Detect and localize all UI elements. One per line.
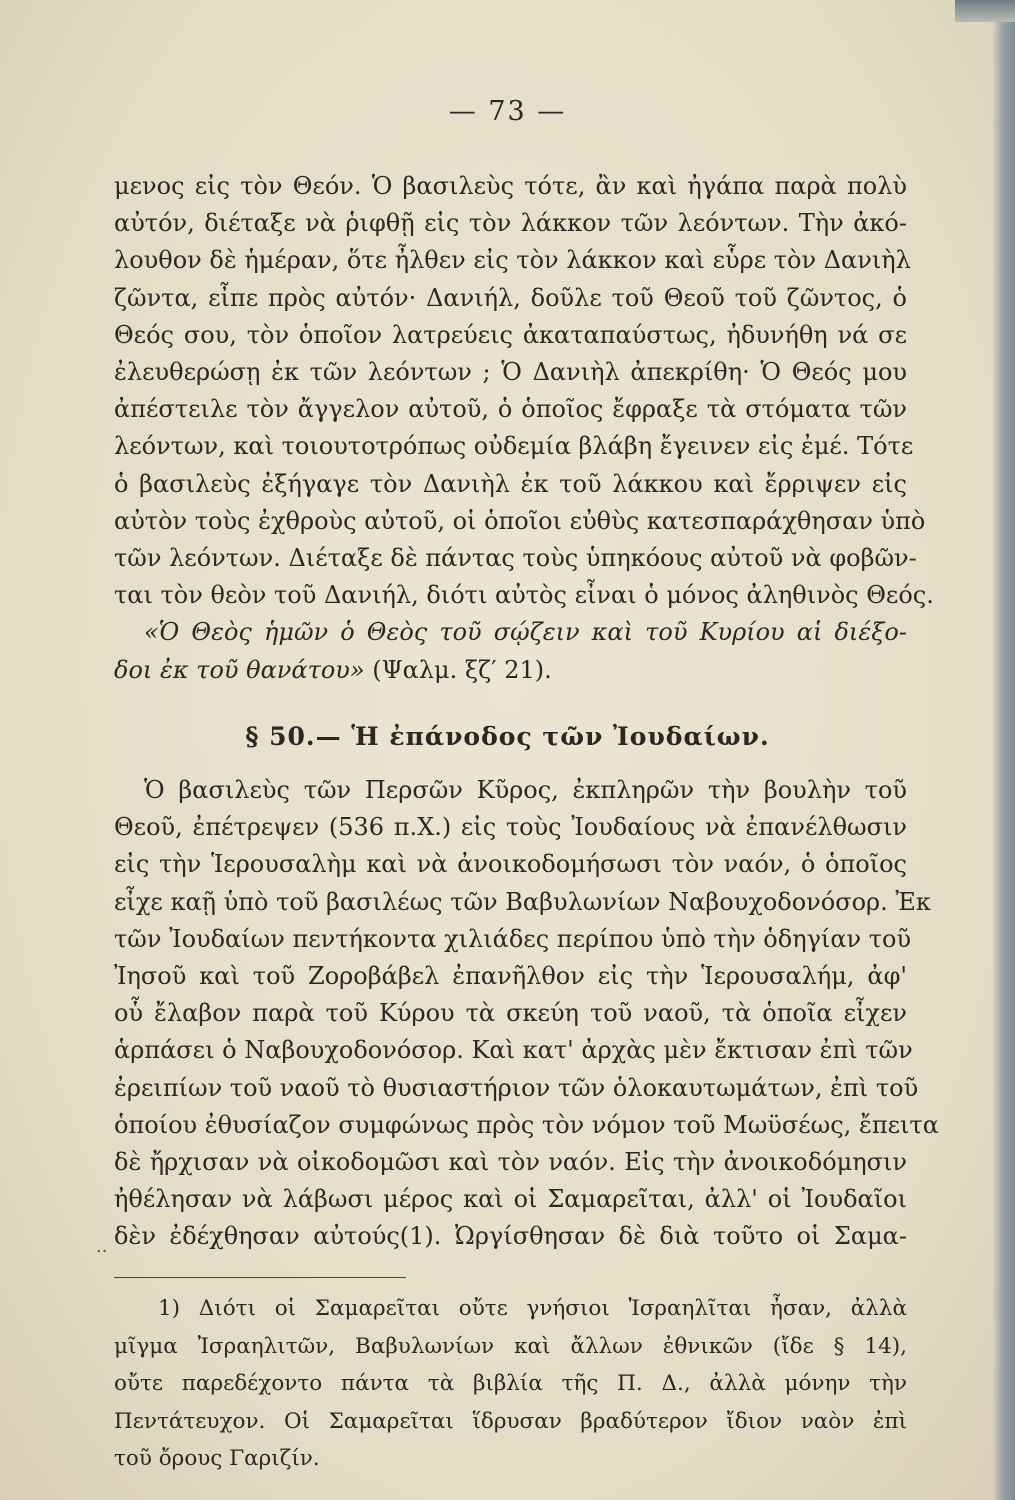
text-line: ἀπέστειλε τὸν ἄγγελον αὐτοῦ, ὁ ὁποῖος ἔφραξε τὰ στόματα τῶν — [114, 395, 907, 424]
text-line: ἠθέλησαν νὰ λάβωσι μέρος καὶ οἱ Σαμαρεῖται, ἀλλ' οἱ Ἰουδαῖοι — [114, 1185, 907, 1214]
footnote-line: μῖγμα Ἰσραηλιτῶν, Βαβυλωνίων καὶ ἄλλων ἐθνικῶν (ἴδε § 14), — [114, 1333, 907, 1359]
text-line: ἁρπάσει ὁ Ναβουχοδονόσορ. Καὶ κατ' ἀρχὰς μὲν ἔκτισαν ἐπὶ τῶν — [114, 1036, 913, 1065]
text-line: εἶχε καῇ ὑπὸ τοῦ βασιλέως τῶν Βαβυλωνίων Ναβουχοδονόσορ. Ἐκ — [114, 887, 931, 916]
text-line: μενος εἰς τὸν Θεόν. Ὁ βασιλεὺς τότε, ἂν καὶ ἠγάπα παρὰ πολὺ — [114, 172, 907, 200]
page-corner-shadow — [955, 0, 1015, 22]
psalm-quote-line: «Ὁ Θεὸς ἡμῶν ὁ Θεὸς τοῦ σῴζειν καὶ τοῦ Κυρίου αἱ διέξο- — [144, 618, 907, 647]
footnote-line: τοῦ ὄρους Γαριζίν. — [114, 1446, 320, 1471]
paragraph-return-of-jews — [114, 772, 939, 1256]
text-line: Θεοῦ, ἐπέτρεψεν (536 π.Χ.) εἰς τοὺς Ἰουδαίους νὰ ἐπανέλθωσιν — [114, 813, 907, 842]
footnote-line: 1) Διότι οἱ Σαμαρεῖται οὔτε γνήσιοι Ἰσραηλῖται ἦσαν, ἀλλὰ — [158, 1296, 907, 1321]
text-line: ἐρειπίων τοῦ ναοῦ τὸ θυσιαστήριον τῶν ὁλοκαυτωμάτων, ἐπὶ τοῦ — [114, 1073, 919, 1102]
text-line: εἰς τὴν Ἱερουσαλὴμ καὶ νὰ ἀνοικοδομήσωσι τὸν ναόν, ὁ ὁποῖος — [114, 850, 907, 879]
text-line: δὲν ἐδέχθησαν αὐτούς(1). Ὠργίσθησαν δὲ διὰ τοῦτο οἱ Σαμα- — [114, 1222, 907, 1251]
text-line: αὐτόν, διέταξε νὰ ῥιφθῇ εἰς τὸν λάκκον τῶν λεόντων. Τὴν ἀκό- — [114, 209, 907, 238]
text-line: αὐτὸν τοὺς ἐχθροὺς αὐτοῦ, οἱ ὁποῖοι εὐθὺς κατεσπαράχθησαν ὑπὸ — [114, 506, 926, 535]
psalm-quote-text: δοι ἐκ τοῦ θανάτου» — [114, 655, 365, 684]
footnote-line: οὔτε παρεδέχοντο πάντα τὰ βιβλία τῆς Π. Δ., ἀλλὰ μόνην τὴν — [114, 1371, 907, 1396]
paragraph-daniel — [114, 168, 934, 689]
text-line: ται τὸν θεὸν τοῦ Δανιήλ, διότι αὐτὸς εἶναι ὁ μόνος ἀληθινὸς Θεός. — [114, 581, 934, 610]
text-line: Ἰησοῦ καὶ τοῦ Ζοροβάβελ ἐπανῆλθον εἰς τὴν Ἱερουσαλήμ, ἀφ' — [114, 962, 907, 991]
page-number: — 73 — — [448, 96, 567, 127]
margin-mark: .. — [96, 1236, 108, 1257]
section-heading: § 50.— Ἡ ἐπάνοδος τῶν Ἰουδαίων. — [245, 722, 770, 751]
text-line: λεόντων, καὶ τοιουτοτρόπως οὐδεμία βλάβη ἔγεινεν εἰς ἐμέ. Τότε — [114, 432, 914, 461]
text-line: λουθον δὲ ἡμέραν, ὅτε ἦλθεν εἰς τὸν λάκκον καὶ εὗρε τὸν Δανιὴλ — [114, 246, 911, 275]
text-line: ὁ βασιλεὺς ἐξήγαγε τὸν Δανιὴλ ἐκ τοῦ λάκκου καὶ ἔρριψεν εἰς — [114, 469, 907, 498]
text-line: ζῶντα, εἶπε πρὸς αὐτόν· Δανιήλ, δοῦλε τοῦ Θεοῦ τοῦ ζῶντος, ὁ — [114, 283, 907, 312]
text-line: ὁποίου ἐθυσίαζον συμφώνως πρὸς τὸν νόμον τοῦ Μωϋσέως, ἔπειτα — [114, 1110, 939, 1139]
footnote — [114, 1290, 907, 1478]
footnote-line: Πεντάτευχον. Οἱ Σαμαρεῖται ἵδρυσαν βραδύτερον ἴδιον ναὸν ἐπὶ — [114, 1408, 907, 1434]
footnote-divider — [114, 1277, 406, 1278]
text-line: οὗ ἔλαβον παρὰ τοῦ Κύρου τὰ σκεύη τοῦ ναοῦ, τὰ ὁποῖα εἶχεν — [114, 999, 907, 1028]
psalm-reference: (Ψαλμ. ξζ′ 21). — [364, 655, 552, 684]
text-line: ἐλευθερώσῃ ἐκ τῶν λεόντων ; Ὁ Δανιὴλ ἀπεκρίθη· Ὁ Θεός μου — [114, 358, 907, 387]
text-line: τῶν Ἰουδαίων πεντήκοντα χιλιάδες περίπου ὑπὸ τὴν ὁδηγίαν τοῦ — [114, 924, 912, 953]
text-line: τῶν λεόντων. Διέταξε δὲ πάντας τοὺς ὑπηκόους αὐτοῦ νὰ φοβῶν- — [114, 544, 917, 573]
psalm-quote-end — [114, 652, 907, 689]
text-line: Θεός σου, τὸν ὁποῖον λατρεύεις ἀκαταπαύστως, ἠδυνήθη νά σε — [114, 320, 907, 349]
text-line: Ὁ βασιλεὺς τῶν Περσῶν Κῦρος, ἐκπληρῶν τὴν βουλὴν τοῦ — [144, 776, 907, 804]
text-line: δὲ ἤρχισαν νὰ οἰκοδομῶσι καὶ τὸν ναόν. Εἰς τὴν ἀνοικοδόμησιν — [114, 1148, 907, 1177]
